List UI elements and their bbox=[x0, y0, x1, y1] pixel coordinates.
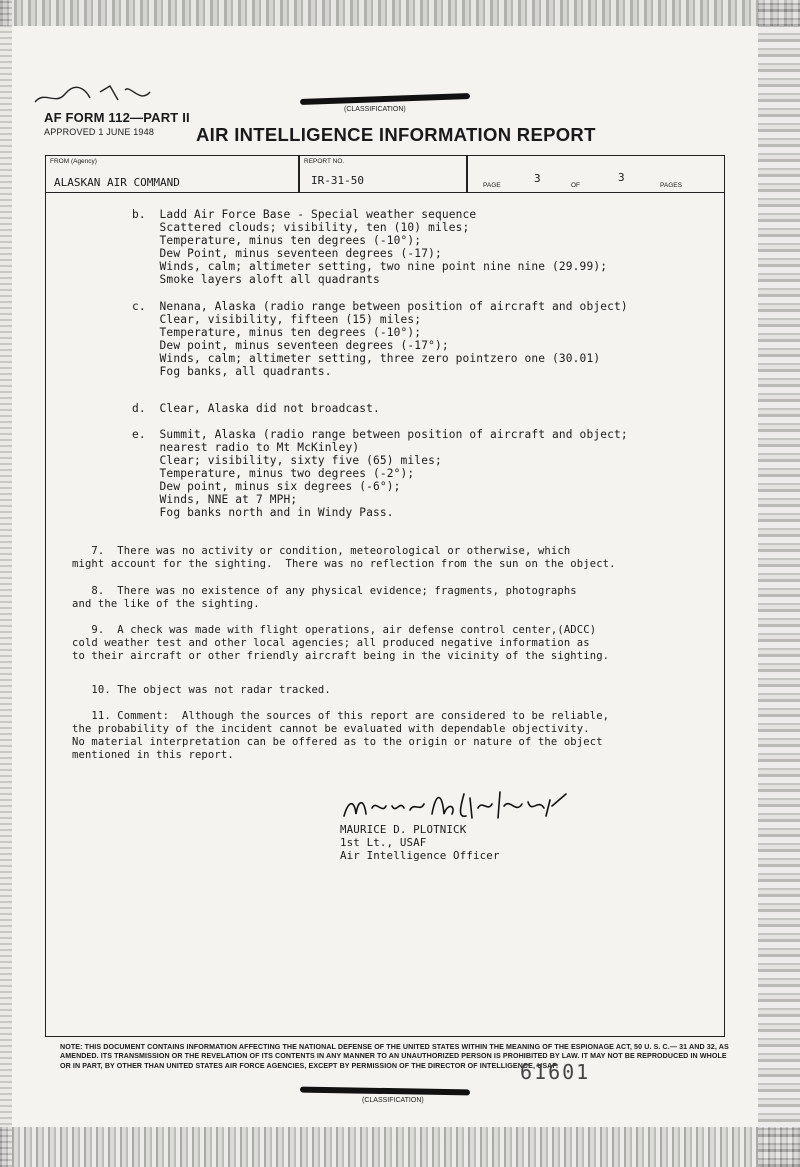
body-line: 8. There was no existence of any physical evidence; fragments, photographs bbox=[72, 585, 577, 597]
classification-label: (CLASSIFICATION) bbox=[362, 1097, 424, 1104]
redaction-bar bbox=[300, 93, 470, 105]
body-line: Temperature, minus two degrees (-2°); bbox=[132, 467, 415, 480]
form-identifier bbox=[44, 110, 190, 137]
body-line: 9. A check was made with flight operations, air defense control center,(ADCC) bbox=[72, 624, 597, 636]
signatory-rank: 1st Lt., USAF bbox=[340, 836, 427, 849]
classification-label: (CLASSIFICATION) bbox=[344, 106, 406, 113]
body-line: Winds, calm; altimeter setting, two nine point nine nine (29.99); bbox=[132, 260, 608, 273]
body-line: Scattered clouds; visibility, ten (10) miles; bbox=[132, 221, 470, 234]
body-line: Dew Point, minus seventeen degrees (-17); bbox=[132, 247, 442, 260]
page-value: 3 bbox=[534, 172, 541, 185]
body-line: d. Clear, Alaska did not broadcast. bbox=[132, 402, 380, 415]
body-line: and the like of the sighting. bbox=[72, 598, 260, 610]
body-line: might account for the sighting. There was no reflection from the sun on the object. bbox=[72, 558, 616, 570]
scan-edge-top bbox=[0, 0, 800, 26]
body-line: cold weather test and other local agencies; all produced negative information as bbox=[72, 637, 590, 649]
body-line: b. Ladd Air Force Base - Special weather sequence bbox=[132, 208, 477, 221]
pages-label: PAGES bbox=[660, 182, 682, 189]
body-line: Clear; visibility, sixty five (65) miles; bbox=[132, 454, 442, 467]
report-title: AIR INTELLIGENCE INFORMATION REPORT bbox=[196, 124, 596, 145]
body-line: Temperature, minus ten degrees (-10°); bbox=[132, 234, 422, 247]
signatory-role: Air Intelligence Officer bbox=[340, 849, 500, 862]
body-line: No material interpretation can be offered as to the origin or nature of the object bbox=[72, 736, 603, 748]
page-label: PAGE bbox=[483, 182, 501, 189]
report-no-value: IR-31-50 bbox=[311, 174, 364, 187]
body-line: Winds, NNE at 7 MPH; bbox=[132, 493, 298, 506]
redaction-bar bbox=[300, 1087, 470, 1096]
scan-edge-right bbox=[758, 0, 800, 1167]
handwritten-signature bbox=[340, 784, 580, 824]
form-approved-date: APPROVED 1 JUNE 1948 bbox=[44, 127, 155, 137]
from-value: ALASKAN AIR COMMAND bbox=[54, 176, 180, 189]
body-line: 11. Comment: Although the sources of this report are considered to be reliable, bbox=[72, 710, 610, 722]
header-table bbox=[45, 155, 725, 193]
handwritten-scribble bbox=[30, 80, 160, 110]
body-line: Temperature, minus ten degrees (-10°); bbox=[132, 326, 422, 339]
body-line: Smoke layers aloft all quadrants bbox=[132, 273, 380, 286]
body-line: 10. The object was not radar tracked. bbox=[72, 684, 331, 696]
body-line: nearest radio to Mt McKinley) bbox=[132, 441, 360, 454]
of-label: OF bbox=[571, 182, 581, 189]
signatory-name: MAURICE D. PLOTNICK bbox=[340, 823, 467, 836]
body-line: Dew point, minus seventeen degrees (-17°); bbox=[132, 339, 449, 352]
body-line: Fog banks north and in Windy Pass. bbox=[132, 506, 394, 519]
form-id: AF FORM 112—PART II bbox=[44, 110, 190, 125]
espionage-act-note: NOTE: THIS DOCUMENT CONTAINS INFORMATION AFFECTING THE NATIONAL DEFENSE OF THE UNITED STATES WITHIN THE MEANING OF THE ESPIONAGE ACT, 50 U. S. C.— 31 AND 32, AS AMENDED. ITS TRANSMISSION OR THE REVELATION OF ITS CONTENTS IN ANY MANNER TO AN UNAUTHORIZED PERSON IS PROHIBITED BY LAW. IT MAY NOT BE REPRODUCED IN WHOLE OR IN PART, BY OTHER THAN UNITED STATES AIR FORCE AGENCIES, EXCEPT BY PERMISSION OF THE DIRECTOR OF INTELLIGENCE, USAF. bbox=[60, 1043, 729, 1070]
body-line: Dew point, minus six degrees (-6°); bbox=[132, 480, 401, 493]
scan-edge-bottom bbox=[0, 1127, 800, 1167]
body-line: to their aircraft or other friendly aircraft being in the vicinity of the sighting. bbox=[72, 650, 610, 662]
signature-block bbox=[340, 823, 500, 862]
scan-edge-left bbox=[0, 0, 12, 1167]
body-line: c. Nenana, Alaska (radio range between position of aircraft and object) bbox=[132, 300, 628, 313]
from-label: FROM (Agency) bbox=[50, 158, 97, 165]
body-line: e. Summit, Alaska (radio range between position of aircraft and object; bbox=[132, 428, 628, 441]
body-line: Clear, visibility, fifteen (15) miles; bbox=[132, 313, 422, 326]
report-no-label: REPORT NO. bbox=[304, 158, 345, 165]
of-value: 3 bbox=[618, 171, 625, 184]
stamp-number: 61601 bbox=[520, 1060, 591, 1084]
classification-marking-top bbox=[300, 86, 470, 114]
body-line: Fog banks, all quadrants. bbox=[132, 365, 332, 378]
body-line: 7. There was no activity or condition, meteorological or otherwise, which bbox=[72, 545, 571, 557]
body-line: mentioned in this report. bbox=[72, 749, 234, 761]
classification-marking-bottom bbox=[300, 1082, 470, 1112]
body-line: the probability of the incident cannot be evaluated with dependable objectivity. bbox=[72, 723, 590, 735]
body-line: Winds, calm; altimeter setting, three zero pointzero one (30.01) bbox=[132, 352, 601, 365]
